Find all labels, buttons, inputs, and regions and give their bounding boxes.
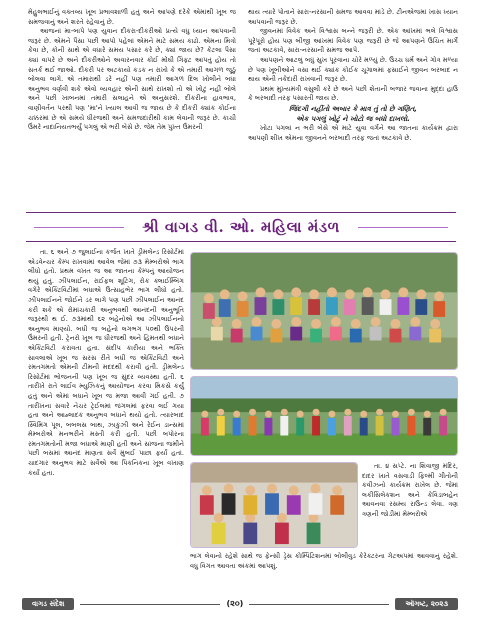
article-body: તા. ૪ સપ્ટે. ના શિવાજી મંદિર, દાદર ખાતે વસવાડી ફિલ્મી ગીતોની કવીઝનો કાર્યક્રમ રાખેલ છે. જેમાં લકીસિલેકશન અને કેવિડાબહેન આવનવા રસમ્ય રાઉન્ડ લેવા. ત્રણ ત્રણની જોડીમાં મેમ્બરોએ (362, 462, 458, 518)
paragraph: ખોટા પગલાં ન ભરી બેસે એ માટે યુવા વર્ગને આ જાતના કાર્યક્રમ દ્વારા આપણી શીખ એમના જીવનને બરબાદી તરફ જતાં અટકાવે છે. (248, 123, 458, 142)
group-photo-lawn (190, 376, 458, 456)
paragraph: મેહુલભાઈનું વક્તવ્ય ખૂબ પ્રભાવશાળી હતું અને આપણે દરેકે એમાંથી ખૂબ જ સમજવાનું અને શરતે રહેવાનું છે. (28, 8, 236, 26)
paragraph: જીવનમાં વિવેક અને વિશ્વાસ બન્ને જરૂરી છે. એક આંખમાં ભલે વિશ્વાસ પૂરેપૂરો હોય પણ બીજી આંખમાં વિવેક પણ જરૂરી છે જે આપણને ઉચિત માર્ગે જતાં અટકાવે, સારા-નરસાની સમજ આપે. (248, 27, 458, 55)
paragraph: થાય ત્યારે પોતાને સારા-નરસાની સમજ આવવા માંડે છે. ટીનએજમાં ખાસ ધ્યાન આપવાની જરૂર છે. (248, 8, 458, 26)
poem-line-1: જિંદગી નહીંતો અબાર કે માત્ર તું તો છે ગણિત, (288, 104, 418, 113)
section-title: શ્રી વાગડ વી. ઓ. મહિલા મંડળ (142, 218, 340, 236)
page-number: (૨૦) (226, 599, 244, 608)
paragraph: આજનાં મા-બાપે પણ યુવાન દીકરા-દીકરીઓ પ્રત્યે વધુ ધ્યાન આપવાની જરૂર છે. એમને પૈસા પછી આપો પહેલાં એમને માટે સમય કાઢો. એમના મિત્રો કેવા છે, કોની સાથે એ વધારે સમય પસાર કરે છે, ક્યાં જાય છે? કેટલા પૈસા ક્યાં વાપરે છે અને દીકરીઓને અવારનવાર કોઈ મોંઘી ગિફ્ટ આપતું હોય તો સતર્ક થઈ જાઓ. દીકરી પર અટકાયો કડક ન રાખો કે એ તમારી આગળ જૂઠું બોલવા લાગે. એ તમારાથી ડરે નહીં પણ તમારી આગળ દિલ ખોલીને બધા અનુભવ વર્ણવી શકે એવો વ્યવહાર એની સાથે રાખશો તો એ ખોટું નહીં બોલે અને પછી ખાબનમાં તમારી સલાહને એ અનુસરશે. દીકરીના હાવભાવ, વાણીવર્તન પરથી પણ 'મા'ને ખ્યાલ આવી જ જાય છે કે દીકરી ક્યાંક કોઈના ચક્કરમાં છે એ સમયે ધીરજથી અને સમજદારીથી કામ લેવાની જરૂર છે. કાચી ઉંમરે નાદાનિયતભર્યું પગલું એ ભરી બેસે છે. જેમ તેમ પુખ્ત ઉંમરની (28, 27, 236, 132)
section-banner (26, 212, 456, 242)
publication-name: વાગડ સંદેશ (22, 598, 74, 610)
paragraph: આપણને આટલું બધું સુખ પૂરવાના ચોરે મળ્યું છે. ઉચ્ચ ધર્મ અને ગોત્ર મળ્યા છે પણ ખૂબીઓને વસા થઈ ક્યાંક કોઈક ચૂગાલમાં ફસાઈને જીવન બરબાદ ન થાય એની તકેદારી રાખવાની જરૂર છે. (248, 55, 458, 84)
issue-date: ઑગષ્ટ, ૨૦૨૩ (395, 598, 458, 610)
article-right-mid-column (362, 462, 458, 520)
page-footer (22, 596, 458, 612)
top-left-column (28, 8, 236, 133)
article-left-column (28, 248, 184, 478)
banner-divider (34, 227, 124, 228)
article-body: ભાગ લેવાનો રહેશે સાથે જ ફેન્સી ડ્રેસ કોમ્પિટિશનમાં બોલીવુડ કેરેક્ટરના ગેટઅપમાં આવવાનું રહેશે. વધુ વિગત આવતા અંકમાં આપશું. (190, 552, 458, 570)
paragraph: પ્રથમ મુખ્યમંત્રી વસુલી કરે છે અને પછી શેતાની બજાર જવાના મુદ્દા હાઉ કે બરબાદી તરફ પસારતી જાય છે. (248, 84, 458, 103)
footer-rule (249, 604, 389, 605)
group-photo-quiz (190, 462, 358, 548)
group-photo-camp (190, 252, 458, 370)
article-right-bottom-column (190, 552, 458, 571)
top-right-column (248, 8, 458, 143)
banner-divider (358, 227, 448, 228)
footer-rule (80, 604, 220, 605)
article-body: તા. ૬ અને ૭ જુલાઈના કર્જત ખાતે ડ્રીમલેન્ડ રિસોર્ટમાં એડવેન્ચર કેમ્પ રાખવામાં આવેલ જેમાં ૭૩ મેમ્બરોએ ભાગ લીધો હતો. પ્રથમ વખત જ આ જાતના કેમ્પનું આયોજન થયું હતું. ઝીપલાઈન, રાઈફલ શૂટિંગ, રોક ક્લાઈમ્બિંગ વગેરે એક્ટિવિટીમાં બધાએ ઉત્સાહભેર ભાગ લીધો હતો. ઝીપલાઈનને જોઈને ડર લાગે પણ પછી ઝીપલાઈન આનંદ કરી શકે એ રોમાંચકારી અનુભવથી આનંદની અનુભૂતિ જરૂરથી થ ઈ. ૭૩માંથી ૬૨ બહેનોએ આ ઝીપલાઈનનો અનુભવ માણ્યો. બધી જ બહેનો લગભગ ૫૦થી ઉપરની ઉંમરની હતી. ટ્રેનરો ખૂબ જ ધીરજથી અને હિંમતથી બધાને એક્ટિવિટી કરાવતા હતા. સંદીપ કારીયા અને ભક્તિ સાવલાએ ખૂબ જ સરસ રીતે બધી જ એક્ટિવિટી અને રમતગમતો એમની ટીમની મદદથી કરાવી હતી. ડ્રીમલેન્ડ રિસોર્ટમાં ભોજનની પણ ખૂબ જ સુંદર વ્યવસ્થા હતી. ૬ તારીખે રાતે લાઈવ મ્યુઝિકનું આયોજન કરવા મિકસે કર્યું હતું અને એમાં બધાને ખૂબ જ મજા આવી ગઈ હતી. ૭ તારીખના સવારે નેચર ટ્રેઈલમાં જંગલમાં ફરવા લઈ ગયા હતા અને આહ્લાદક અનુભવ બધાને થયો હતો. ત્યારબાદ સ્વિમિંગ પૂલ, બબલસ બાથ, ઝાકુઝી અને રેઈન ડાન્સમાં મેમ્બરોએ મનભરીને મસ્તી કરી હતી. પછી બપોરના રમતગમતોની મજા બધાએ માણી હતી અને સાંજના જમીને પછી બસમાં આનંદ માણતા સર્વે મુંબઈ પાછા ફર્યાં હતાં. ચાદગાર અનુભવ માટે સર્વેએ આ પિકનિકના ખૂબ વખાણ કર્યાં હતા. (28, 248, 184, 477)
poem-line-2: એક પગલું ખોટું ને ખોટો જ બધો દાખલો. (296, 114, 410, 123)
